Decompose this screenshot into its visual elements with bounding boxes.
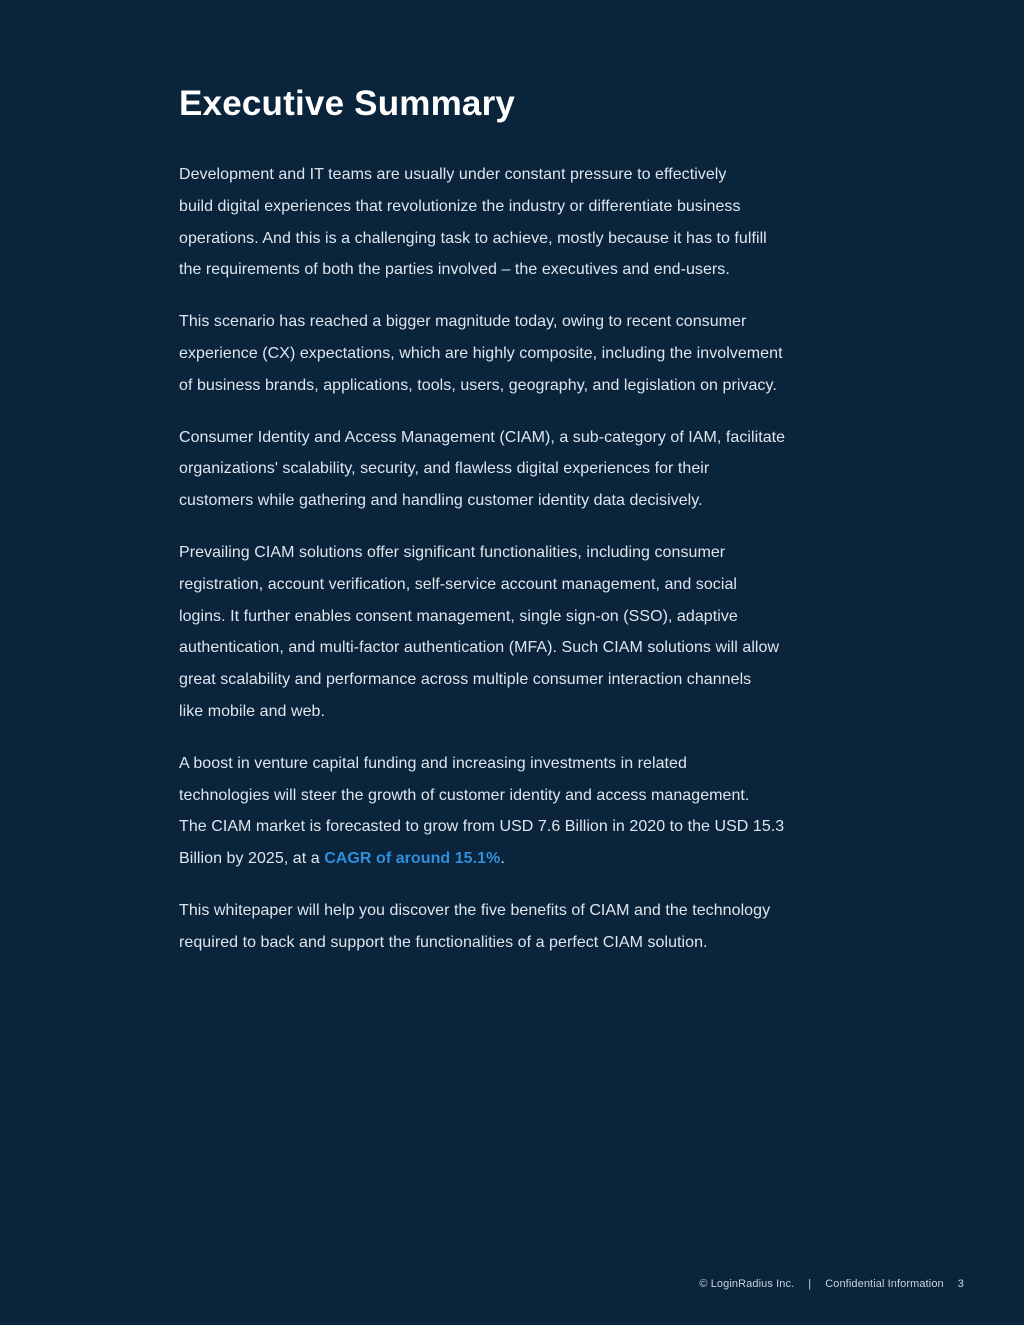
- text-line: registration, account verification, self-service account management, and social: [179, 575, 738, 593]
- cagr-highlight: CAGR of around 15.1%: [324, 850, 501, 868]
- text-fragment: Billion by 2025, at a: [179, 850, 325, 868]
- text-line: This whitepaper will help you discover the five benefits of CIAM and the technology: [179, 901, 771, 919]
- footer-copyright: © LoginRadius Inc.: [699, 1278, 795, 1290]
- text-line: technologies will steer the growth of customer identity and access management.: [179, 786, 750, 804]
- text-line: organizations' scalability, security, and flawless digital experiences for their: [179, 460, 710, 478]
- page-content: [179, 82, 849, 979]
- text-line: A boost in venture capital funding and increasing investments in related: [179, 754, 687, 772]
- text-line: great scalability and performance across multiple consumer interaction channels: [179, 671, 752, 689]
- paragraph-3: [179, 422, 849, 517]
- text-line: the requirements of both the parties involved – the executives and end-users.: [179, 261, 730, 279]
- page-title: Executive Summary: [179, 84, 516, 123]
- paragraph-2: [179, 306, 849, 401]
- text-line: Development and IT teams are usually under constant pressure to effectively: [179, 166, 727, 183]
- text-line: logins. It further enables consent management, single sign-on (SSO), adaptive: [179, 607, 738, 625]
- text-line: This scenario has reached a bigger magnitude today, owing to recent consumer: [179, 313, 747, 331]
- page-footer: [699, 1276, 964, 1292]
- text-line-with-highlight: [179, 843, 849, 875]
- paragraph-5: [179, 748, 849, 875]
- footer-confidential: Confidential Information: [825, 1278, 944, 1290]
- paragraph-1: [179, 159, 849, 286]
- text-line: The CIAM market is forecasted to grow from USD 7.6 Billion in 2020 to the USD 15.3: [179, 818, 785, 836]
- footer-separator: |: [808, 1278, 812, 1290]
- text-line: experience (CX) expectations, which are highly composite, including the involvement: [179, 344, 783, 362]
- text-line: customers while gathering and handling customer identity data decisively.: [179, 492, 703, 510]
- text-line: like mobile and web.: [179, 702, 325, 720]
- page-number: 3: [957, 1278, 964, 1290]
- paragraph-4: [179, 537, 849, 728]
- text-line: of business brands, applications, tools, users, geography, and legislation on privacy.: [179, 376, 777, 394]
- text-line: Consumer Identity and Access Management (CIAM), a sub-category of IAM, facilitate: [179, 428, 786, 446]
- text-line: build digital experiences that revolutionize the industry or differentiate business: [179, 197, 741, 215]
- text-line: Prevailing CIAM solutions offer significant functionalities, including consumer: [179, 543, 726, 561]
- text-fragment: .: [500, 850, 505, 868]
- text-line: operations. And this is a challenging task to achieve, mostly because it has to fulfill: [179, 229, 767, 247]
- text-line: required to back and support the functionalities of a perfect CIAM solution.: [179, 933, 708, 951]
- text-line: authentication, and multi-factor authentication (MFA). Such CIAM solutions will allow: [179, 639, 780, 657]
- paragraph-6: [179, 895, 849, 959]
